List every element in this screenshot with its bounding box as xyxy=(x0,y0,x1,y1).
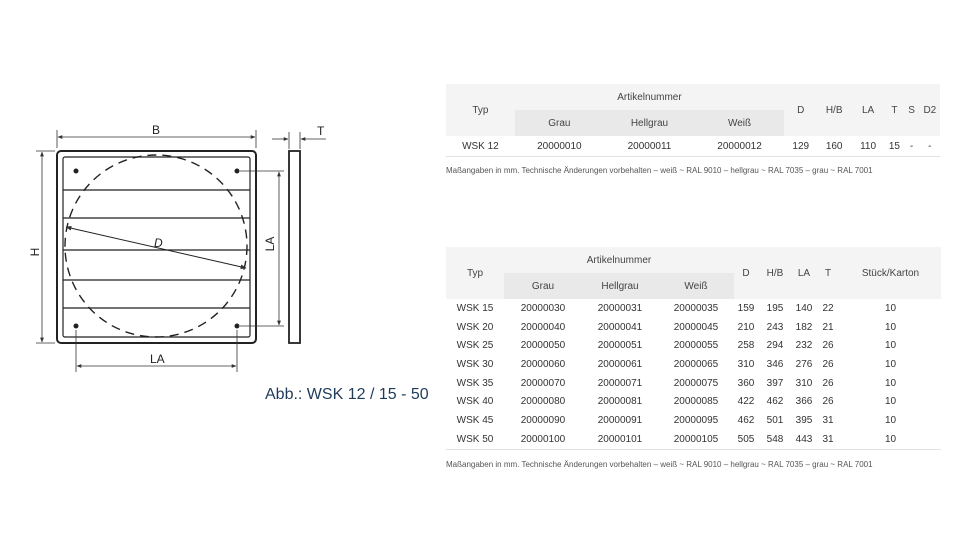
col-d: D xyxy=(784,84,817,136)
cell: 20000100 xyxy=(520,433,566,445)
col-hellgrau: Hellgrau xyxy=(604,110,695,136)
cell: 10 xyxy=(884,340,897,352)
cell: 20000060 xyxy=(520,358,566,370)
col-d2: D2 xyxy=(920,84,940,136)
col-typ: Typ xyxy=(446,247,504,299)
cell: 160 xyxy=(817,136,850,157)
cell: 10 xyxy=(884,377,897,389)
col-weiss: Weiß xyxy=(695,110,784,136)
col-artikelnummer: Artikelnummer xyxy=(515,84,784,110)
cell: 243 xyxy=(766,321,784,333)
dimension-h xyxy=(36,151,55,343)
cell: 26 xyxy=(822,358,834,370)
cell: 366 xyxy=(795,396,813,408)
table-row xyxy=(446,355,941,374)
cell: 443 xyxy=(795,433,813,445)
cell: 182 xyxy=(795,321,813,333)
cell: 20000105 xyxy=(673,433,719,445)
cell: 462 xyxy=(737,414,755,426)
table-row xyxy=(446,336,941,355)
cell: 395 xyxy=(795,414,813,426)
cell: 10 xyxy=(884,358,897,370)
cell: 26 xyxy=(822,396,834,408)
cell: WSK 35 xyxy=(456,377,494,389)
cell: 21 xyxy=(822,321,834,333)
cell: 20000011 xyxy=(604,136,695,157)
cell: 20000035 xyxy=(673,302,719,314)
cell: 10 xyxy=(884,414,897,426)
side-profile xyxy=(289,151,300,343)
cell: 20000080 xyxy=(520,396,566,408)
label-h: H xyxy=(28,247,42,257)
cell: 20000055 xyxy=(673,340,719,352)
cell: 20000010 xyxy=(515,136,604,157)
col-grau: Grau xyxy=(515,110,604,136)
spec-table-wsk15-50 xyxy=(446,247,941,450)
col-d: D xyxy=(734,247,758,299)
col-stueck-karton: Stück/Karton xyxy=(840,247,941,299)
cell: 20000045 xyxy=(673,321,719,333)
cell: WSK 15 xyxy=(456,302,494,314)
cell: 210 xyxy=(737,321,755,333)
cell: 397 xyxy=(766,377,784,389)
cell: 20000051 xyxy=(597,340,643,352)
cell: 31 xyxy=(822,414,834,426)
col-hellgrau: Hellgrau xyxy=(582,273,658,299)
cell: 20000041 xyxy=(597,321,643,333)
col-hb: H/B xyxy=(758,247,792,299)
cell: WSK 45 xyxy=(456,414,494,426)
cell: 310 xyxy=(795,377,813,389)
cell: 22 xyxy=(822,302,834,314)
cell: 294 xyxy=(766,340,784,352)
table-row xyxy=(446,430,941,449)
cell: 20000050 xyxy=(520,340,566,352)
cell: 26 xyxy=(822,340,834,352)
cell: 258 xyxy=(737,340,755,352)
cell: 10 xyxy=(884,433,897,445)
figure-caption: Abb.: WSK 12 / 15 - 50 xyxy=(265,386,429,403)
cell: 360 xyxy=(737,377,755,389)
label-la-side: LA xyxy=(263,236,277,252)
cell: 276 xyxy=(795,358,813,370)
col-t: T xyxy=(816,247,840,299)
table-row xyxy=(446,392,941,411)
col-t: T xyxy=(885,84,903,136)
cell: 232 xyxy=(795,340,813,352)
cell: 20000091 xyxy=(597,414,643,426)
cell: 20000095 xyxy=(673,414,719,426)
cell: 110 xyxy=(851,136,885,157)
col-weiss: Weiß xyxy=(658,273,734,299)
cell: 20000065 xyxy=(673,358,719,370)
table1-note: Maßangaben in mm. Technische Änderungen vorbehalten – weiß ~ RAL 9010 – hellgrau ~ RAL 7035 – grau ~ RAL 7001 xyxy=(446,166,873,175)
cell: WSK 12 xyxy=(446,136,515,157)
label-b: B xyxy=(152,123,161,137)
table-row xyxy=(446,136,940,157)
cell: 310 xyxy=(737,358,755,370)
table-row xyxy=(446,374,941,393)
col-s: S xyxy=(903,84,919,136)
cell: WSK 40 xyxy=(456,396,494,408)
col-grau: Grau xyxy=(504,273,582,299)
table-row xyxy=(446,318,941,337)
cell: 15 xyxy=(885,136,903,157)
cell: 26 xyxy=(822,377,834,389)
cell: 505 xyxy=(737,433,755,445)
label-d: D xyxy=(154,236,163,250)
cell: 10 xyxy=(884,302,897,314)
col-typ: Typ xyxy=(446,84,515,136)
cell: 159 xyxy=(737,302,755,314)
cell: 20000071 xyxy=(597,377,643,389)
table2-note: Maßangaben in mm. Technische Änderungen vorbehalten – weiß ~ RAL 9010 – hellgrau ~ RAL 7035 – grau ~ RAL 7001 xyxy=(446,460,873,469)
cell: 548 xyxy=(766,433,784,445)
cell: 20000030 xyxy=(520,302,566,314)
cell: 462 xyxy=(766,396,784,408)
cell: WSK 50 xyxy=(456,433,494,445)
cell: 10 xyxy=(884,321,897,333)
cell: 346 xyxy=(766,358,784,370)
table-row xyxy=(446,411,941,430)
cell: 195 xyxy=(766,302,784,314)
cell: WSK 20 xyxy=(456,321,494,333)
cell: 501 xyxy=(766,414,784,426)
cell: 422 xyxy=(737,396,755,408)
col-la: LA xyxy=(851,84,885,136)
cell: - xyxy=(920,136,940,157)
cell: 20000075 xyxy=(673,377,719,389)
cell: 20000061 xyxy=(597,358,643,370)
col-hb: H/B xyxy=(817,84,850,136)
cell: - xyxy=(903,136,919,157)
cell: 20000090 xyxy=(520,414,566,426)
cell: 20000070 xyxy=(520,377,566,389)
technical-drawing xyxy=(0,0,440,400)
cell: 140 xyxy=(795,302,813,314)
table-row xyxy=(446,299,941,318)
cell: 10 xyxy=(884,396,897,408)
cell: 20000040 xyxy=(520,321,566,333)
cell: WSK 30 xyxy=(456,358,494,370)
cell: WSK 25 xyxy=(456,340,494,352)
spec-table-wsk12 xyxy=(446,84,940,157)
cell: 20000081 xyxy=(597,396,643,408)
label-t: T xyxy=(317,124,325,138)
col-artikelnummer: Artikelnummer xyxy=(504,247,734,273)
cell: 20000085 xyxy=(673,396,719,408)
cell: 31 xyxy=(822,433,834,445)
label-la-bottom: LA xyxy=(150,352,165,366)
cell: 129 xyxy=(784,136,817,157)
cell: 20000031 xyxy=(597,302,643,314)
cell: 20000012 xyxy=(695,136,784,157)
col-la: LA xyxy=(792,247,816,299)
cell: 20000101 xyxy=(597,433,643,445)
